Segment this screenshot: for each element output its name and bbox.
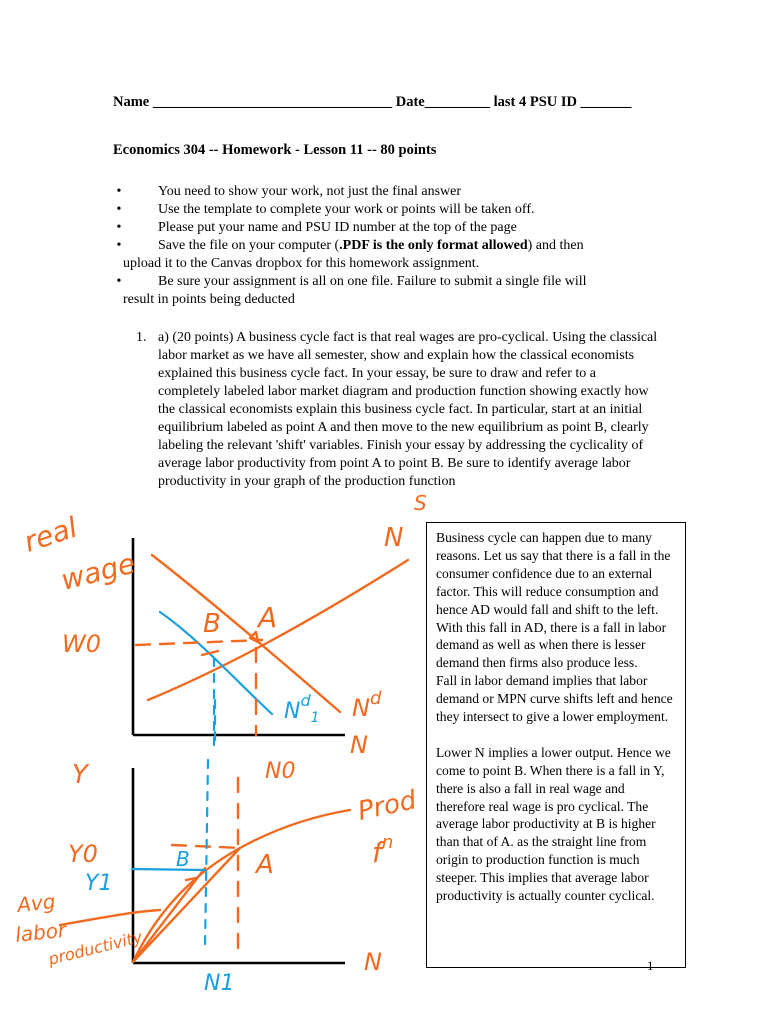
answer-textbox xyxy=(426,522,686,968)
instruction-text: Be sure your assignment is all on one file. Failure to submit a single file will xyxy=(158,274,587,289)
question-text: a) (20 points) A business cycle fact is that real wages are pro-cyclical. Using the classical labor market as we have all semester, show and explain how the classical economists explained this business cycle fact. In your essay, be sure to draw and refer to a completely labeled labor market diagram and production function showing exactly how the classical economists explain this business cycle fact. In particular, start at an initial equilibrium labeled as point A and then move to the new equilibrium as point B, clearly labeling the relevant 'shift' variables. Finish your essay by addressing the cyclicality of average labor productivity from point A to point B. Be sure to identify average labor productivity in your graph of the production function xyxy=(158,330,658,489)
label-labor: labor xyxy=(14,917,68,947)
bullet-symbol: • xyxy=(116,274,122,289)
label-prod: Prod xyxy=(355,785,419,827)
question-number: 1. xyxy=(136,330,147,345)
instruction-continuation: result in points being deducted xyxy=(123,292,295,307)
labor-supply-curve xyxy=(148,560,408,700)
y1-line xyxy=(132,869,205,870)
label-n-axis-bottom: N xyxy=(364,948,382,976)
n1-dashed-bottom xyxy=(205,760,208,948)
label-fn: $f^n$ xyxy=(372,832,394,869)
answer-paragraph: Lower N implies a lower output. Hence we come to point B. When there is a fall in Y, there is also a fall in real wage and therefore real wage is pro cyclical. The average labor productivity at B is higher than that of A. as the straight line from origin to production function is much steeper. This implies that average labor productivity is actually counter cyclical. xyxy=(436,744,671,904)
avg-productivity-ray-b xyxy=(133,868,205,962)
avg-productivity-arrow xyxy=(60,910,160,925)
instruction-text: Use the template to complete your work or points will be taken off. xyxy=(158,202,535,217)
label-point-b-bottom: B xyxy=(176,847,190,871)
header-fields: Name _________________________________ Date_________ last 4 PSU ID _______ xyxy=(113,94,632,110)
label-point-a-bottom: A xyxy=(256,850,274,880)
label-avg: Avg xyxy=(16,889,57,917)
label-ns-s: S xyxy=(414,491,427,515)
answer-paragraph: Business cycle can happen due to many reasons. Let us say that there is a fall in the consumer confidence due to an external factor. This will reduce consumption and hence AD would fall and shift to the left. With this fall in AD, there is a fall in labor demand as well as when there is lesser demand then firms also produce less. xyxy=(436,530,671,671)
answer-paragraph: Fall in labor demand implies that labor demand or MPN curve shifts left and hence they intersect to give a lower employment. xyxy=(436,673,673,725)
bullet-symbol: • xyxy=(116,220,122,235)
bullet-symbol: • xyxy=(116,202,122,217)
label-n1: N1 xyxy=(204,971,235,996)
label-wage: wage xyxy=(57,546,139,597)
label-nd: $N^d$ xyxy=(352,688,382,722)
bullet-symbol: • xyxy=(116,184,122,199)
label-point-b-top: B xyxy=(203,609,221,639)
production-function-curve xyxy=(133,810,350,962)
label-y-axis: Y xyxy=(72,760,88,790)
instruction-text: You need to show your work, not just the final answer xyxy=(158,184,462,199)
label-nd1: $N^d_1$ xyxy=(284,691,320,726)
production-function-diagram xyxy=(60,700,350,963)
handwritten-labels xyxy=(14,491,427,976)
label-w0: W0 xyxy=(62,630,101,658)
instruction-text: Save the file on your computer (.PDF is the only format allowed) and then xyxy=(158,238,584,253)
label-productivity: productivity xyxy=(46,927,145,969)
assignment-title: Economics 304 -- Homework - Lesson 11 -- 80 points xyxy=(113,142,437,158)
label-y0: Y0 xyxy=(68,840,98,868)
label-y1: Y1 xyxy=(85,871,113,896)
label-n-axis-top: N xyxy=(350,731,368,759)
label-ns-n: N xyxy=(384,523,404,553)
label-point-a-top: A xyxy=(258,601,278,634)
instruction-continuation: upload it to the Canvas dropbox for this homework assignment. xyxy=(123,256,480,271)
label-real: real xyxy=(19,510,82,559)
bullet-symbol: • xyxy=(116,238,122,253)
page-number: 1 xyxy=(647,958,654,973)
instruction-text: Please put your name and PSU ID number at the top of the page xyxy=(158,220,517,235)
label-n0: N0 xyxy=(265,759,296,784)
